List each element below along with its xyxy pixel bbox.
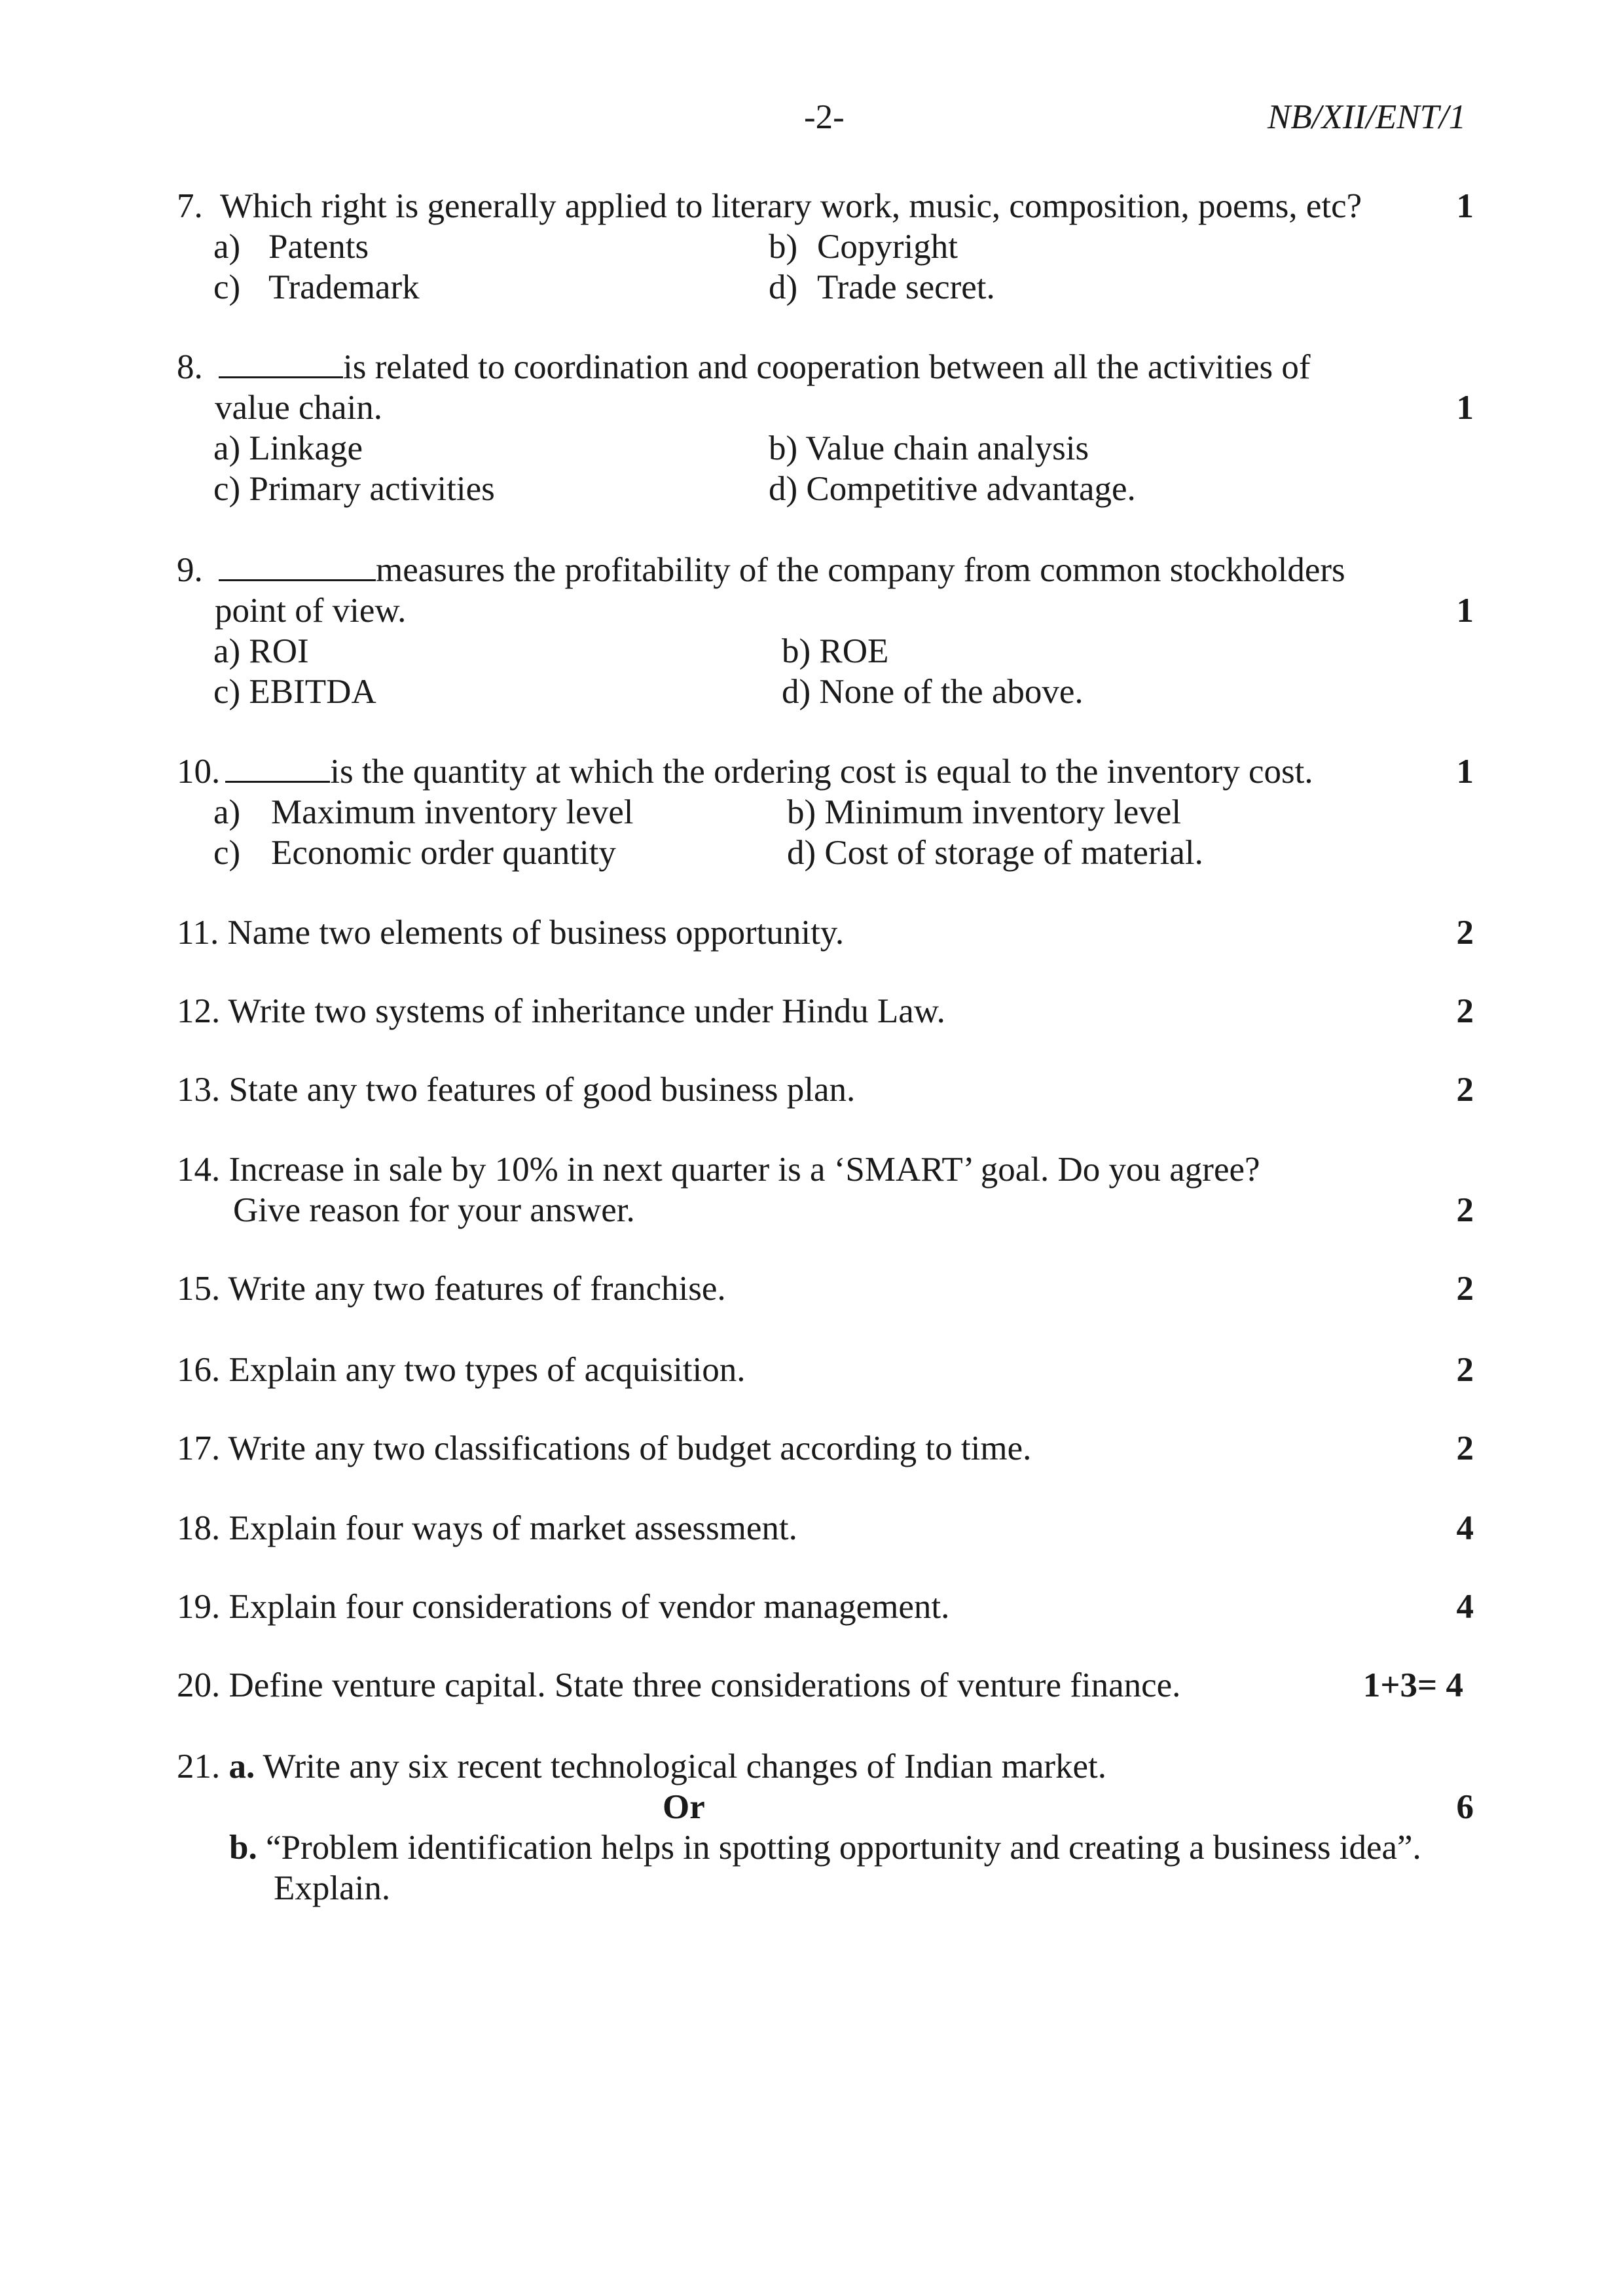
answer-blank bbox=[225, 752, 330, 783]
question-13: 13. State any two features of good business plan. bbox=[177, 1071, 856, 1109]
or-label: Or bbox=[663, 1788, 705, 1826]
answer-blank bbox=[219, 348, 343, 378]
option-a: a) Linkage bbox=[213, 429, 363, 467]
question-text-line1: measures the profitability of the company from common stockholders bbox=[376, 551, 1345, 589]
marks: 1 bbox=[1456, 389, 1474, 427]
question-18: 18. Explain four ways of market assessment. bbox=[177, 1509, 797, 1547]
question-line bbox=[177, 751, 1313, 792]
option-b: b) Minimum inventory level bbox=[787, 793, 1182, 831]
question-20: 20. Define venture capital. State three considerations of venture finance. bbox=[177, 1666, 1181, 1704]
marks: 6 bbox=[1456, 1788, 1474, 1826]
question-14-line2: Give reason for your answer. bbox=[233, 1191, 635, 1229]
option-label: a) bbox=[213, 228, 241, 266]
option-a: Patents bbox=[268, 228, 369, 266]
option-c: Economic order quantity bbox=[271, 834, 616, 872]
option-c: c) EBITDA bbox=[213, 673, 376, 711]
question-15: 15. Write any two features of franchise. bbox=[177, 1270, 726, 1308]
option-d: d) Competitive advantage. bbox=[769, 470, 1136, 508]
option-a: a) ROI bbox=[213, 632, 309, 670]
marks: 1+3= 4 bbox=[1362, 1666, 1463, 1704]
question-text bbox=[219, 550, 1345, 590]
option-b: Copyright bbox=[817, 228, 958, 266]
option-d: d) Cost of storage of material. bbox=[787, 834, 1203, 872]
part-a-text: Write any six recent technological changes of Indian market. bbox=[263, 1748, 1107, 1785]
question-number: 7. bbox=[177, 187, 203, 225]
question-text-line2: point of view. bbox=[215, 592, 407, 630]
question-text bbox=[219, 347, 1311, 387]
question-12: 12. Write two systems of inheritance under Hindu Law. bbox=[177, 992, 945, 1030]
question-21-part-b bbox=[229, 1827, 1421, 1868]
part-label: b. bbox=[229, 1829, 257, 1867]
answer-blank bbox=[219, 550, 376, 581]
part-b-text: “Problem identification helps in spotting opportunity and creating a business idea”. bbox=[265, 1829, 1421, 1867]
marks: 2 bbox=[1456, 992, 1474, 1030]
marks: 2 bbox=[1456, 1071, 1474, 1109]
question-14: 14. Increase in sale by 10% in next quarter is a ‘SMART’ goal. Do you agree? bbox=[177, 1151, 1260, 1189]
question-11: 11. Name two elements of business opportunity. bbox=[177, 914, 845, 952]
marks: 4 bbox=[1456, 1509, 1474, 1547]
option-label: c) bbox=[213, 268, 241, 306]
question-number: 8. bbox=[177, 348, 203, 386]
marks: 2 bbox=[1456, 914, 1474, 952]
question-19: 19. Explain four considerations of vendor management. bbox=[177, 1588, 950, 1626]
option-c: Trademark bbox=[268, 268, 420, 306]
marks: 2 bbox=[1456, 1351, 1474, 1389]
marks: 2 bbox=[1456, 1191, 1474, 1229]
question-16: 16. Explain any two types of acquisition. bbox=[177, 1351, 746, 1389]
question-text: Which right is generally applied to literary work, music, composition, poems, etc? bbox=[220, 187, 1362, 225]
option-label: a) bbox=[213, 793, 241, 831]
marks: 2 bbox=[1456, 1429, 1474, 1467]
option-label: b) bbox=[769, 228, 798, 266]
option-a: Maximum inventory level bbox=[271, 793, 634, 831]
question-text: is the quantity at which the ordering cost is equal to the inventory cost. bbox=[330, 753, 1313, 791]
marks: 2 bbox=[1456, 1270, 1474, 1308]
question-21-part-a bbox=[177, 1746, 1106, 1787]
question-number: 21. bbox=[177, 1748, 221, 1785]
option-b: b) Value chain analysis bbox=[769, 429, 1089, 467]
option-c: c) Primary activities bbox=[213, 470, 495, 508]
question-text-line1: is related to coordination and cooperation between all the activities of bbox=[343, 348, 1311, 386]
question-number: 10. bbox=[177, 753, 221, 791]
marks: 1 bbox=[1456, 753, 1474, 791]
part-label: a. bbox=[228, 1748, 255, 1785]
option-label: c) bbox=[213, 834, 241, 872]
part-b-text-line2: Explain. bbox=[274, 1869, 391, 1907]
option-d: d) None of the above. bbox=[782, 673, 1084, 711]
marks: 1 bbox=[1456, 592, 1474, 630]
option-label: d) bbox=[769, 268, 798, 306]
question-number: 9. bbox=[177, 551, 203, 589]
question-text-line2: value chain. bbox=[215, 389, 383, 427]
marks: 4 bbox=[1456, 1588, 1474, 1626]
paper-code: NB/XII/ENT/1 bbox=[1267, 98, 1467, 136]
option-d: Trade secret. bbox=[817, 268, 995, 306]
page-number: -2- bbox=[804, 98, 845, 136]
marks: 1 bbox=[1456, 187, 1474, 225]
option-b: b) ROE bbox=[782, 632, 889, 670]
question-17: 17. Write any two classifications of budget according to time. bbox=[177, 1429, 1032, 1467]
